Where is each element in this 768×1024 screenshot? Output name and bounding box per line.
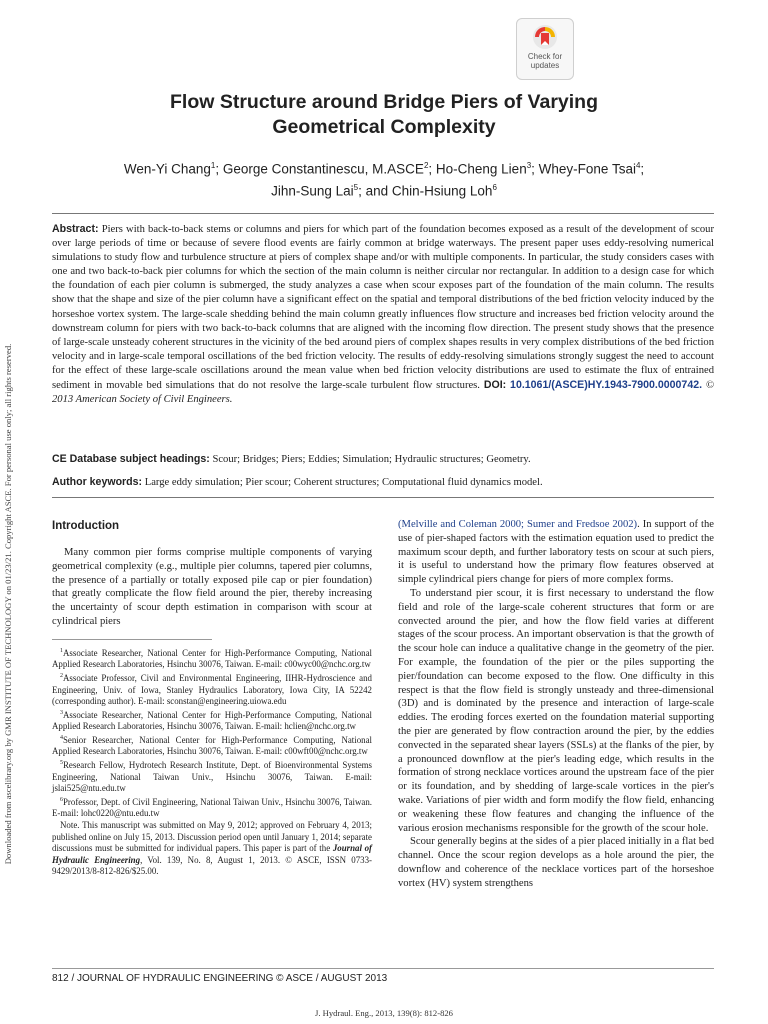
author-2: ; George Constantinescu, M.ASCE [215,161,424,177]
page-footer: 812 / JOURNAL OF HYDRAULIC ENGINEERING © ASCE / AUGUST 2013 [52,973,388,984]
title-line2: Geometrical Complexity [272,116,496,138]
author-2-sup: 2 [423,161,429,170]
citation-link[interactable]: (Melville and Coleman 2000; Sumer and Fredsoe 2002) [398,519,638,530]
check-for-updates-badge[interactable] [516,18,574,80]
right-paragraph-3: Scour generally begins at the sides of a pier placed initially in a flat bed channel. Once the scour region develops as a hole around the pier, the downflow and coherence of the necklace vortices part of the horseshoe vortex (HV) system strengthens [398,836,714,889]
footnote-5 [52,758,372,795]
abstract-text: Piers with back-to-back stems or columns and piers for which part of the foundation becomes exposed as a result of the development of scour over large periods of time or because of severe flood events are fairly common at bridge waterways. The present paper uses eddy-resolving numerical simulations to study flow and turbulence structure at piers of complex shape and/or with multiple components. In particular, the study considers cases with one and two back-to-back pier columns for which the section of the main column is neither circular nor rectangular. In addition to a design case for which the foundation of each pier column is submerged, the study analyzes a case when scour exposes part of the foundation of the main column. The results show that the shape and size of the pier column have a significant effect on the spatial and temporal distributions of the bed friction velocity induced by the horseshoe vortex system. The large-scale shedding behind the main column greatly influences flow structure and increases bed friction velocity around the downstream column for piers with two back-to-back columns that are aligned with the incoming flow direction. The present study shows that the presence of large-scale unsteady coherent structures in the vicinity of the bed around piers of complex shapes results in very complex distributions of the bed friction velocity and in large-scale temporal oscillations of the bed friction velocity. The results of eddy-resolving simulations strongly suggest the need to account for the effect of these large-scale oscillations around the mean value when bed friction velocity distributions are used to estimate the flux of entrained sediment in movable bed simulations that do not resolve the large-scale turbulent flow structures. [52,224,714,392]
footnote-rule [52,639,212,640]
keywords-label: Author keywords: [52,476,143,488]
author-4: ; Whey-Fone Tsai [531,161,636,177]
footnote-4 [52,733,372,758]
footnote-6 [52,795,372,820]
footnote-3 [52,708,372,733]
author-line1 [80,157,688,179]
doi-link[interactable]: 10.1061/(ASCE)HY.1943-7900.0000742. [510,379,703,392]
badge-line2: updates [530,61,560,70]
author-list [80,157,688,200]
ce-headings-label: CE Database subject headings: [52,453,210,465]
abstract-bottom-rule [52,497,714,498]
author-sep: ; [640,161,645,177]
right-paragraph-2: To understand pier scour, it is first necessary to understand the flow field and role of the large-scale coherent structures that form or are convected around the pier, and how the flow field varies at different stages of the scour process. An important observation is that the growth of the scour hole can induce a qualitative change in the geometry of the pier. For example, the foundation of the pier or the piles supporting the pier/foundation can become exposed to the flow. One difficulty in this respect is that the flow field is strongly unsteady and three-dimensional (3D) and is dominated by the presence and interaction of large-scale eddies. The eroding forces exerted on the foundation material supporting the pier are generated by flow contraction around the pier, by the eddies convected in the separated shear layers (SSLs) at the flanks of the pier, by a pronounced downflow at the pier's leading edge, which results in the formation of strong necklace vortices around the upstream face of the pier or its foundation, and by shedding of large-scale vortices in the pier's wake. Variations of pier width and form modify the flow field, enhancing or weakening these flow features and changing the influence of the various erosion mechanisms responsible for the growth of the scour hole. [398,587,714,834]
author-1-sup: 1 [210,161,216,170]
note-journal: Journal of Hydraulic Engineering [52,843,373,865]
abstract-label: Abstract: [52,223,99,235]
author-3-sup: 3 [526,161,532,170]
ce-database-headings [52,452,714,467]
footnote-2-sup: 2 [60,672,63,679]
submission-note [52,820,372,878]
footnote-5-sup: 5 [60,760,63,766]
author-6-sup: 6 [492,182,497,192]
left-column [52,518,372,878]
footer-rule [52,968,714,969]
citation-line: J. Hydraul. Eng., 2013, 139(8): 812-826 [315,1008,453,1018]
footnote-3-sup: 3 [60,709,63,716]
paper-title [80,90,688,140]
footnote-4-sup: 4 [60,734,63,741]
ce-headings-text: Scour; Bridges; Piers; Eddies; Simulation; Hydraulic structures; Geometry. [212,454,531,465]
author-3: ; Ho-Cheng Lien [428,161,527,177]
note-tail: , Vol. 139, No. 8, August 1, 2013. © ASCE, ISSN 0733-9429/2013/8-812-826/$25.00. [52,854,372,877]
check-updates-icon [532,24,558,50]
download-notice: Downloaded from ascelibrary.org by GMR INSTITUTE OF TECHNOLOGY on 01/23/21. Copyright ASCE. For personal use only; all rights reserved. [3,343,13,865]
footnote-1 [52,646,372,671]
keywords-text: Large eddy simulation; Pier scour; Coherent structures; Computational fluid dynamics model. [144,477,543,488]
copyright-notice: © 2013 American Society of Civil Engineers. [52,380,714,406]
footnote-6-text: Professor, Dept. of Civil Engineering, National Taiwan Univ., Hsinchu 30076, Taiwan. E-mail: lohc0220@ntu.edu.tw [52,796,372,819]
author-keywords [52,475,714,490]
right-p1-text: . In support of the use of pier-shaped factors with the estimation equation used to predict the maximum scour depth, and further laboratory tests on scour at such piers, it is useful to understand how the primary flow features observed at simple cylindrical piers change for piers of more complex forms. [398,519,714,586]
note-text: Note. This manuscript was submitted on May 9, 2012; approved on February 4, 2013; published online on July 15, 2013. Discussion period open until January 1, 2014; separate discussions must be submitted for individual papers. This paper is part of the [52,819,372,854]
right-column [398,518,714,891]
footnote-1-sup: 1 [60,647,63,654]
title-line1: Flow Structure around Bridge Piers of Varying [170,91,598,113]
author-6: ; and Chin-Hsiung Loh [358,183,493,198]
author-1: Wen-Yi Chang [123,161,211,177]
footnote-3-text: Associate Researcher, National Center for High-Performance Computing, National Applied Research Laboratories, Hsinchu 30076, Taiwan. E-mail: hclien@nchc.org.tw [52,709,372,732]
footnote-4-text: Senior Researcher, National Center for High-Performance Computing, National Applied Research Laboratories, Hsinchu 30076, Taiwan. E-mail: c00wft00@nchc.org.tw [52,734,372,757]
footnote-2-text: Associate Professor, Civil and Environmental Engineering, IIHR-Hydroscience and Engineering, Univ. of Iowa, Stanley Hydraulics Laboratory, Iowa City, IA 52242 (corresponding author). E-mail: sconstan@engineering.uiowa.edu [52,672,372,707]
author-5: Jihn-Sung Lai [271,183,354,198]
right-paragraph-1 [398,518,714,587]
author-4-sup: 4 [635,161,641,170]
footnote-5-text: Research Fellow, Hydrotech Research Institute, Dept. of Bioenvironmental Systems Engineering, National Taiwan Univ., Hsinchu 30076, Taiwan. E-mail: jslai525@ntu.edu.tw [52,759,372,794]
abstract-block [52,222,714,407]
introduction-heading: Introduction [52,520,120,532]
intro-paragraph-1: Many common pier forms comprise multiple components of varying geometrical complexity (e.g., multiple pier columns, tapered pier columns, the presence of a partially or totally exposed pile cap or pier foundation) that greatly complicate the flow field around the pier, thereby increasing the uncertainty of scour depth estimation in comparison with scour at cylindrical piers [52,547,372,627]
abstract-top-rule [52,213,714,214]
author-5-sup: 5 [353,182,359,192]
footnote-6-sup: 6 [60,796,63,803]
doi-label: DOI: [483,379,507,392]
footnote-2 [52,671,372,708]
footnote-1-text: Associate Researcher, National Center for High-Performance Computing, National Applied Research Laboratories, Hsinchu 30076, Taiwan. E-mail: c00wyc00@nchc.org.tw [52,647,372,670]
badge-line1: Check for [527,52,563,61]
author-line2 [80,179,688,201]
